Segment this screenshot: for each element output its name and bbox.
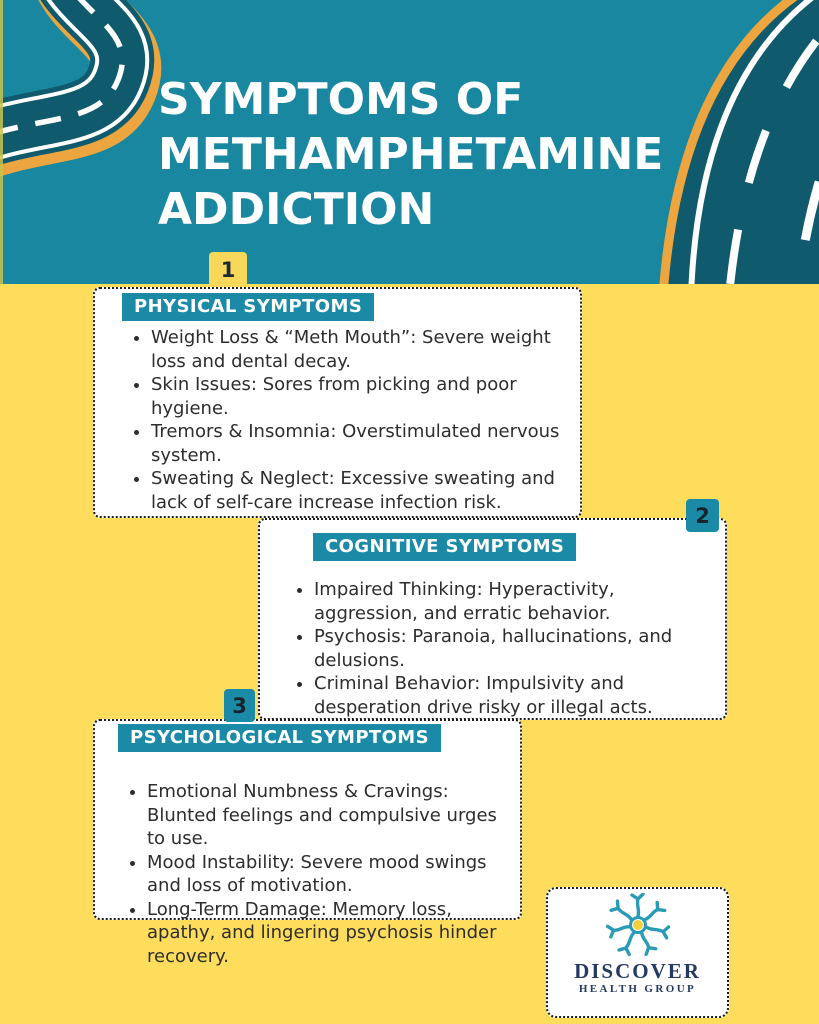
- list-item: • Impaired Thinking: Hyperactivity, aggression, and erratic behavior.: [314, 578, 717, 625]
- physical-symptoms-list: [95, 326, 580, 514]
- title-line-2: METHAMPHETAMINE: [158, 129, 664, 180]
- curved-highway-icon: [639, 0, 819, 284]
- left-edge-stripe: [0, 0, 3, 284]
- psychological-symptoms-list: [95, 780, 520, 968]
- cognitive-symptoms-list: [260, 578, 725, 719]
- list-item: • Tremors & Insomnia: Overstimulated nervous system.: [151, 420, 572, 467]
- title-line-1: SYMPTOMS OF: [158, 74, 524, 125]
- brand-card: [546, 887, 729, 1018]
- psychological-symptoms-card: [93, 719, 522, 967]
- poster-title: [158, 72, 663, 237]
- list-item: • Weight Loss & “Meth Mouth”: Severe weight loss and dental decay.: [151, 326, 572, 373]
- physical-symptoms-card: [93, 287, 582, 518]
- list-item: • Long-Term Damage: Memory loss, apathy, and lingering psychosis hinder recovery.: [147, 898, 518, 969]
- physical-symptoms-heading: PHYSICAL SYMPTOMS: [122, 293, 374, 321]
- brand-name: DISCOVER: [574, 959, 701, 983]
- list-item: • Emotional Numbness & Cravings: Blunted feelings and compulsive urges to use.: [147, 780, 518, 851]
- cognitive-symptoms-card: [258, 518, 727, 720]
- brand-subtitle: HEALTH GROUP: [578, 983, 697, 995]
- list-item: • Sweating & Neglect: Excessive sweating and lack of self-care increase infection risk.: [151, 467, 572, 514]
- step-badge-2: 2: [686, 499, 719, 532]
- step-badge-1: 1: [209, 252, 247, 287]
- cognitive-symptoms-heading: COGNITIVE SYMPTOMS: [313, 533, 576, 561]
- list-item: • Mood Instability: Severe mood swings and loss of motivation.: [147, 851, 518, 898]
- psychological-symptoms-heading: PSYCHOLOGICAL SYMPTOMS: [118, 724, 441, 752]
- list-item: • Psychosis: Paranoia, hallucinations, and delusions.: [314, 625, 717, 672]
- list-item: • Criminal Behavior: Impulsivity and desperation drive risky or illegal acts.: [314, 672, 717, 719]
- header-banner: [0, 0, 819, 284]
- title-line-3: ADDICTION: [158, 184, 435, 235]
- step-badge-3: 3: [224, 689, 255, 722]
- neuron-logo-icon: [605, 893, 671, 957]
- list-item: • Skin Issues: Sores from picking and poor hygiene.: [151, 373, 572, 420]
